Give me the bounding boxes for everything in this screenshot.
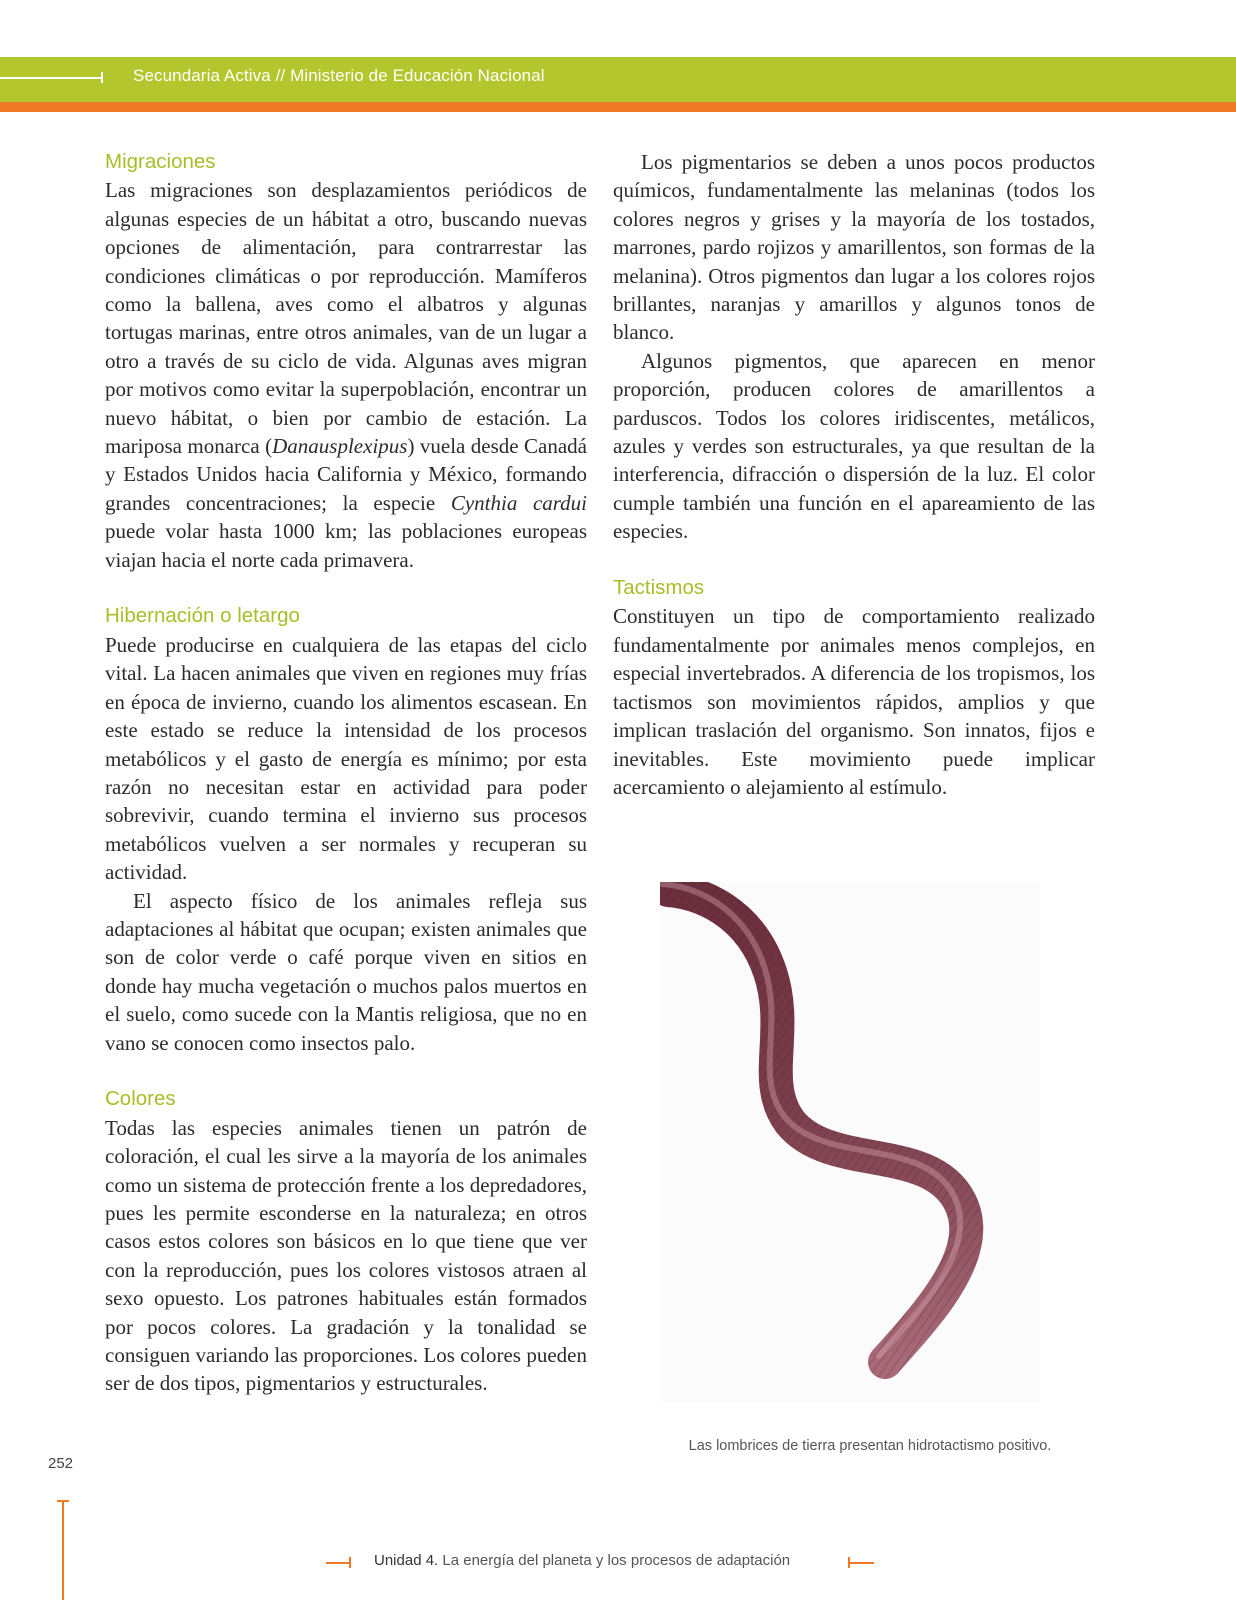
header-accent-stripe — [0, 102, 1236, 112]
footer-left-rule-tick — [349, 1557, 351, 1568]
page-number: 252 — [48, 1455, 74, 1472]
footer-unit-title — [374, 1552, 790, 1569]
footer-unit-name: La energía del planeta y los procesos de adaptación — [438, 1552, 791, 1569]
footer-unit-label: Unidad 4. — [374, 1552, 439, 1569]
paragraph-pigmentarios-1: Los pigmentarios se deben a unos pocos productos químicos, fundamentalmente las melaninas (todos los colores negros y grises y la mayoría de los tostados, marrones, pardo rojizos y amarillentos, son formas de la melanina). Otros pigmentos dan lugar a los colores rojos brillantes, naranjas y amarillos y algunos tonos de blanco. — [613, 150, 1095, 345]
footer-vertical-rule-tick — [57, 1500, 69, 1502]
section-title-colores: Colores — [105, 1087, 176, 1111]
earthworm-photo — [660, 882, 1040, 1402]
spacer — [105, 1057, 587, 1085]
paragraph-colores: Todas las especies animales tienen un patrón de coloración, el cual les sirve a la mayoría de los animales como un sistema de protección frente a los depredadores, pues les permite esconderse en la naturaleza; en otros casos estos colores son básicos en lo que tiene que ver con la reproducción, pues los colores vistosos atraen al sexo opuesto. Los patrones habituales están formados por pocos colores. La gradación y la tonalidad se consiguen variando las proporciones. Los colores pueden ser de dos tipos, pigmentarios y estructurales. — [105, 1115, 587, 1396]
spacer — [613, 546, 1095, 574]
footer-right-rule-tick — [848, 1557, 850, 1568]
paragraph-pigmentarios-2: Algunos pigmentos, que aparecen en menor proporción, producen colores de amarillentos a parduscos. Todos los colores iridiscentes, metálicos, azules y verdes son estructurales, ya que resultan de la interferencia, difracción o dispersión de la luz. El color cumple también una función en el apareamiento de las especies. — [613, 348, 1095, 544]
paragraph-hibernacion-1: Puede producirse en cualquiera de las etapas del ciclo vital. La hacen animales que viven en regiones muy frías en época de invierno, cuando los alimentos escasean. En este estado se reduce la intensidad de los procesos metabólicos y el gasto de energía es mínimo; por esta razón no necesitan estar en actividad para poder sobrevivir, cuando termina el invierno sus procesos metabólicos vuelven a ser normales y recuperan su actividad. — [105, 632, 587, 885]
spacer — [105, 574, 587, 602]
header-title: Secundaria Activa // Ministerio de Educación Nacional — [133, 66, 545, 85]
paragraph-migraciones — [105, 176, 587, 574]
text-run: Las migraciones son desplazamientos periódicos de algunas especies de un hábitat a otro, buscando nuevas opciones de alimentación, para contrarrestar las condiciones climáticas o por reproducción. Mamíferos como la ballena, aves como el albatros y algunas tortugas marinas, entre otros animales, van de un lugar a otro a través de su ciclo de vida. Algunas aves migran por motivos como evitar la superpoblación, encontrar un nuevo hábitat, o bien por cambio de estación. La mariposa monarca ( — [105, 178, 587, 459]
section-title-hibernacion: Hibernación o letargo — [105, 604, 300, 628]
right-column — [613, 148, 1095, 801]
footer-vertical-rule — [62, 1500, 64, 1600]
scientific-name: Danausplexipus — [272, 434, 408, 459]
paragraph-hibernacion-2: El aspecto físico de los animales refleja sus adaptaciones al hábitat que ocupan; existen animales que son de color verde o café porque viven en sitios en donde hay mucha vegetación o muchos palos muertos en el suelo, como sucede con la Mantis religiosa, que no en vano se conocen como insectos palo. — [105, 888, 587, 1055]
left-column — [105, 148, 587, 1398]
photo-caption: Las lombrices de tierra presentan hidrotactismo positivo. — [688, 1438, 1052, 1454]
header-rule-tick — [101, 72, 103, 83]
header-rule — [0, 77, 103, 79]
section-title-migraciones: Migraciones — [105, 150, 216, 173]
paragraph-tactismos: Constituyen un tipo de comportamiento realizado fundamentalmente por animales menos complejos, en especial invertebrados. A diferencia de los tropismos, los tactismos son movimientos rápidos, amplios y que implican traslación del organismo. Son innatos, fijos e inevitables. Este movimiento puede implicar acercamiento o alejamiento al estímulo. — [613, 604, 1095, 799]
footer-left-rule — [326, 1562, 350, 1564]
scientific-name: Cynthia cardui — [450, 490, 587, 515]
section-title-tactismos: Tactismos — [613, 576, 705, 600]
text-run: puede volar hasta 1000 km; las poblaciones europeas viajan hacia el norte cada primavera. — [105, 519, 587, 572]
text-run: ) vuela desde Canadá y Estados Unidos hacia California y México, formando grandes concentraciones; la especie — [105, 434, 587, 515]
footer-right-rule — [848, 1562, 874, 1564]
